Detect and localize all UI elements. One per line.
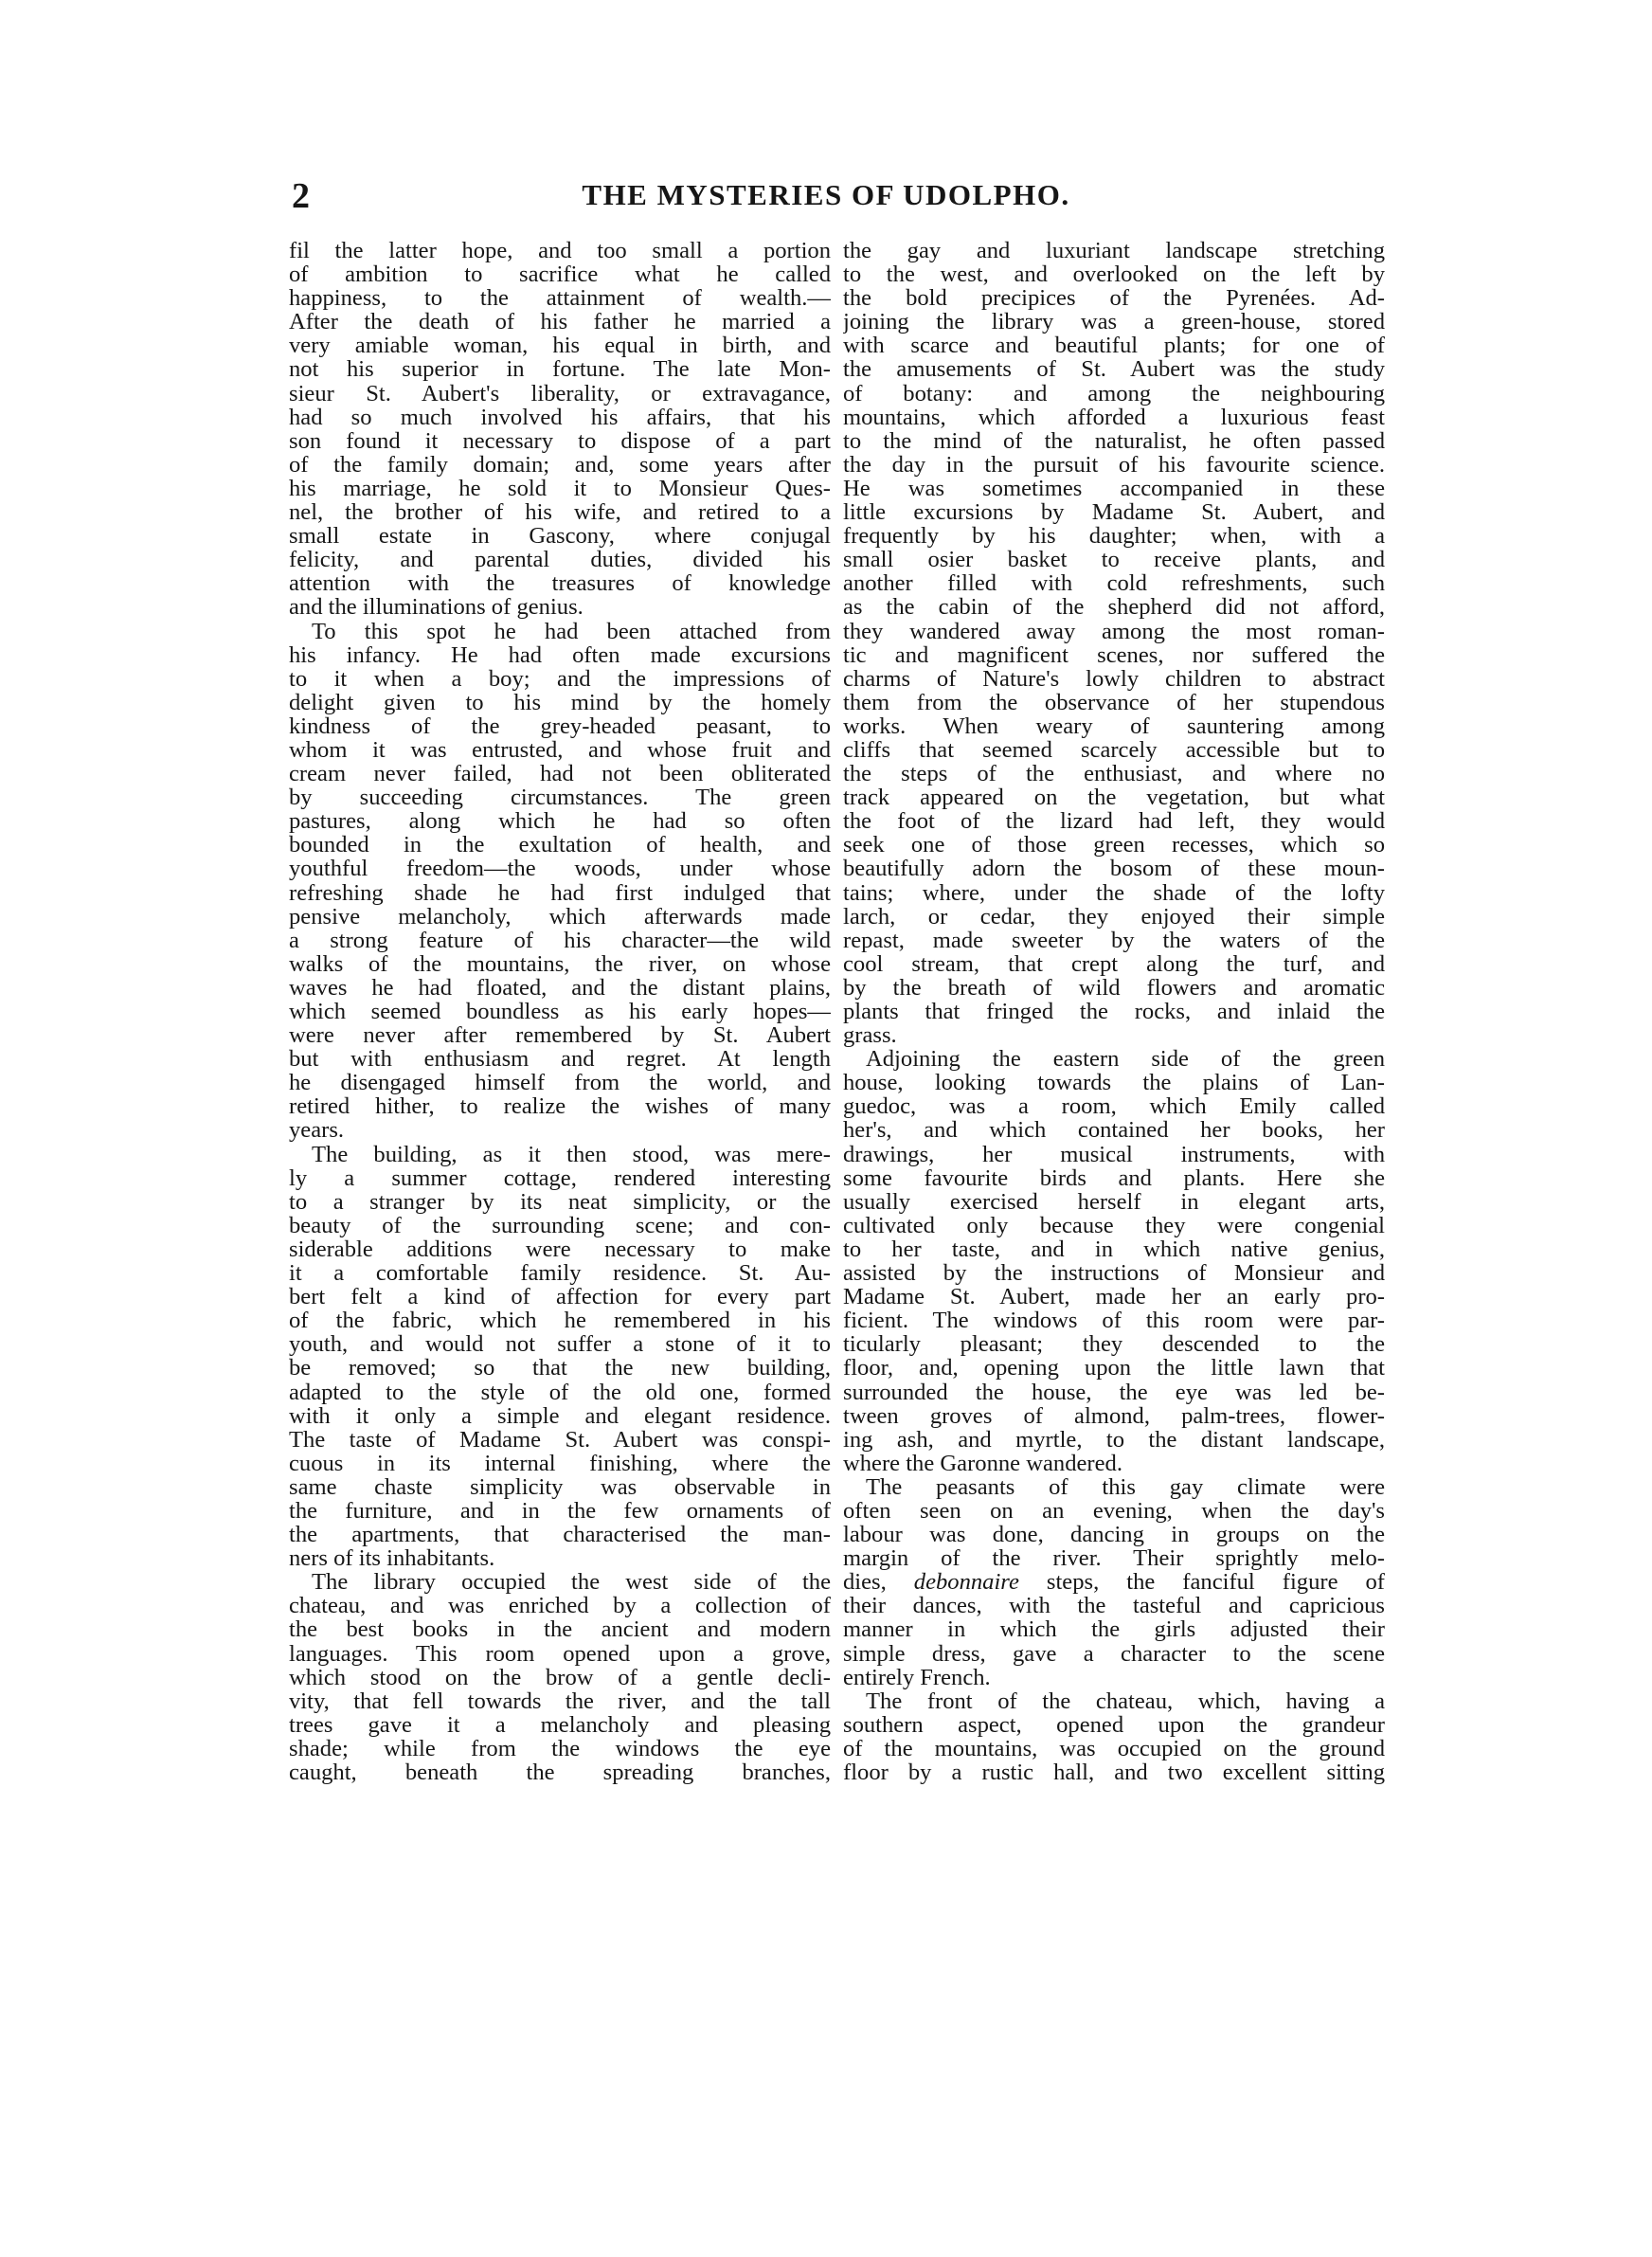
text-line: sieur St. Aubert's liberality, or extravagance, <box>289 381 831 406</box>
text-line: The peasants of this gay climate were <box>866 1474 1385 1499</box>
text-line: small estate in Gascony, where conjugal <box>289 524 831 549</box>
text-line: To this spot he had been attached from <box>312 619 831 643</box>
text-line: and the illuminations of genius. <box>289 595 584 620</box>
text-line: by the breath of wild flowers and aromatic <box>843 975 1385 1000</box>
text-line: charms of Nature's lowly children to abstract <box>843 666 1385 691</box>
text-line: some favourite birds and plants. Here she <box>843 1165 1385 1190</box>
text-line: repast, made sweeter by the waters of the <box>843 928 1385 952</box>
text-line: larch, or cedar, they enjoyed their simple <box>843 904 1385 929</box>
text-line: mountains, which afforded a luxurious feast <box>843 405 1385 429</box>
text-line: After the death of his father he married a <box>289 310 831 334</box>
text-line: years. <box>289 1118 345 1143</box>
text-line: surrounded the house, the eye was led be- <box>843 1380 1385 1404</box>
text-line: nel, the brother of his wife, and retired to a <box>289 500 831 525</box>
text-line: the bold precipices of the Pyrenées. Ad- <box>843 286 1385 311</box>
text-line: son found it necessary to dispose of a part <box>289 428 831 453</box>
text-line: another filled with cold refreshments, such <box>843 571 1385 596</box>
text-line: where the Garonne wandered. <box>843 1451 1122 1475</box>
text-line: happiness, to the attainment of wealth.— <box>289 286 831 311</box>
text-line: her's, and which contained her books, her <box>843 1118 1385 1143</box>
text-line: were never after remembered by St. Aubert <box>289 1023 831 1048</box>
text-line: tains; where, under the shade of the lofty <box>843 880 1385 905</box>
page-header <box>0 0 1652 246</box>
text-line: drawings, her musical instruments, with <box>843 1142 1385 1166</box>
text-line: their dances, with the tasteful and capricious <box>843 1594 1385 1618</box>
text-line: beautifully adorn the bosom of these moun- <box>843 857 1385 881</box>
text-line: vity, that fell towards the river, and the tall <box>289 1688 831 1713</box>
text-column-left <box>289 239 831 1784</box>
text-line: usually exercised herself in elegant arts, <box>843 1189 1385 1214</box>
text-line: often seen on an evening, when the day's <box>843 1498 1385 1524</box>
text-line: his infancy. He had often made excursions <box>289 642 831 667</box>
text-line: The building, as it then stood, was mere- <box>312 1142 831 1166</box>
text-line: with it only a simple and elegant residence. <box>289 1403 831 1428</box>
text-line: bert felt a kind of affection for every part <box>289 1285 831 1309</box>
text-line: kindness of the grey-headed peasant, to <box>289 713 831 738</box>
text-line: the gay and luxuriant landscape stretching <box>843 239 1385 263</box>
text-line: be removed; so that the new building, <box>289 1356 831 1381</box>
text-line: chateau, and was enriched by a collection of <box>289 1594 831 1618</box>
text-line: the foot of the lizard had left, they would <box>843 809 1385 834</box>
text-line: assisted by the instructions of Monsieur and <box>843 1261 1385 1286</box>
text-line: fil the latter hope, and too small a portion <box>289 239 831 263</box>
text-line: joining the library was a green-house, stored <box>843 310 1385 334</box>
text-line: tic and magnificent scenes, nor suffered the <box>843 642 1385 667</box>
text-line: ly a summer cottage, rendered interesting <box>289 1165 831 1190</box>
text-line: to a stranger by its neat simplicity, or the <box>289 1189 831 1214</box>
text-line: which seemed boundless as his early hopes— <box>289 1000 831 1024</box>
text-line: cream never failed, had not been obliterated <box>289 762 831 786</box>
text-line: floor, and, opening upon the little lawn that <box>843 1356 1385 1381</box>
text-line: with scarce and beautiful plants; for one of <box>843 334 1385 358</box>
text-line: pensive melancholy, which afterwards made <box>289 904 831 929</box>
text-line: them from the observance of her stupendous <box>843 690 1385 714</box>
text-line: entirely French. <box>843 1665 991 1689</box>
text-line: track appeared on the vegetation, but what <box>843 785 1385 810</box>
text-line: simple dress, gave a character to the scene <box>843 1641 1385 1666</box>
text-line: The front of the chateau, which, having a <box>866 1688 1385 1713</box>
text-line: refreshing shade he had first indulged that <box>289 880 831 905</box>
text-line: southern aspect, opened upon the grandeur <box>843 1712 1385 1737</box>
text-line: grass. <box>843 1023 897 1048</box>
text-line: of the mountains, was occupied on the ground <box>843 1736 1385 1760</box>
text-line: which stood on the brow of a gentle decli- <box>289 1665 831 1689</box>
text-column-right <box>843 239 1385 1784</box>
text-line: frequently by his daughter; when, with a <box>843 524 1385 549</box>
text-line: The taste of Madame St. Aubert was conspi- <box>289 1427 831 1452</box>
text-line: the best books in the ancient and modern <box>289 1617 831 1642</box>
text-line: youthful freedom—the woods, under whose <box>289 857 831 881</box>
text-line: not his superior in fortune. The late Mon- <box>289 357 831 382</box>
text-line: beauty of the surrounding scene; and con- <box>289 1213 831 1237</box>
text-line: bounded in the exultation of health, and <box>289 833 831 858</box>
text-line: delight given to his mind by the homely <box>289 690 831 714</box>
text-line: of ambition to sacrifice what he called <box>289 262 831 287</box>
text-line: retired hither, to realize the wishes of many <box>289 1094 831 1119</box>
text-line: walks of the mountains, the river, on whose <box>289 951 831 976</box>
text-line: the steps of the enthusiast, and where no <box>843 762 1385 786</box>
text-line: small osier basket to receive plants, and <box>843 548 1385 572</box>
text-line: to the mind of the naturalist, he often passed <box>843 428 1385 453</box>
text-line: guedoc, was a room, which Emily called <box>843 1094 1385 1119</box>
text-line: house, looking towards the plains of Lan- <box>843 1071 1385 1095</box>
text-line: manner in which the girls adjusted their <box>843 1617 1385 1642</box>
text-line: a strong feature of his character—the wild <box>289 928 831 952</box>
text-line: to it when a boy; and the impressions of <box>289 666 831 691</box>
text-line: trees gave it a melancholy and pleasing <box>289 1712 831 1737</box>
text-line: The library occupied the west side of the <box>312 1570 831 1595</box>
text-line: siderable additions were necessary to make <box>289 1237 831 1262</box>
text-line: shade; while from the windows the eye <box>289 1736 831 1760</box>
text-line: He was sometimes accompanied in these <box>843 476 1385 501</box>
text-line: ticularly pleasant; they descended to the <box>843 1332 1385 1357</box>
text-line: cuous in its internal finishing, where the <box>289 1451 831 1475</box>
text-line: works. When weary of sauntering among <box>843 713 1385 738</box>
text-line: to the west, and overlooked on the left by <box>843 262 1385 287</box>
text-line: Madame St. Aubert, made her an early pro- <box>843 1285 1385 1309</box>
text-line: the apartments, that characterised the man- <box>289 1523 831 1547</box>
text-line: the furniture, and in the few ornaments of <box>289 1498 831 1524</box>
text-line: they wandered away among the most roman- <box>843 619 1385 643</box>
running-title: THE MYSTERIES OF UDOLPHO. <box>582 178 1070 211</box>
text-line: ficient. The windows of this room were par- <box>843 1309 1385 1333</box>
text-line: very amiable woman, his equal in birth, and <box>289 334 831 358</box>
text-line: by succeeding circumstances. The green <box>289 785 831 810</box>
text-line: margin of the river. Their sprightly melo- <box>843 1546 1385 1571</box>
text-line: seek one of those green recesses, which so <box>843 833 1385 858</box>
text-line: cultivated only because they were congenial <box>843 1213 1385 1237</box>
text-line: of botany: and among the neighbouring <box>843 381 1385 406</box>
text-line: ners of its inhabitants. <box>289 1546 495 1571</box>
text-line: tween groves of almond, palm-trees, flower- <box>843 1403 1385 1428</box>
text-line: he disengaged himself from the world, and <box>289 1071 831 1095</box>
text-line: as the cabin of the shepherd did not afford, <box>843 595 1385 620</box>
page-number: 2 <box>292 176 310 216</box>
text-line: waves he had floated, and the distant plains, <box>289 975 831 1000</box>
text-line: dies, debonnaire steps, the fanciful figure of <box>843 1570 1385 1595</box>
text-line: little excursions by Madame St. Aubert, and <box>843 500 1385 525</box>
text-line: of the fabric, which he remembered in his <box>289 1309 831 1333</box>
text-line: languages. This room opened upon a grove, <box>289 1641 831 1666</box>
text-line: plants that fringed the rocks, and inlaid the <box>843 1000 1385 1024</box>
text-line: caught, beneath the spreading branches, <box>289 1760 831 1785</box>
text-line: ing ash, and myrtle, to the distant landscape, <box>843 1427 1385 1452</box>
text-line: attention with the treasures of knowledge <box>289 571 831 596</box>
text-line: the amusements of St. Aubert was the study <box>843 357 1385 382</box>
text-line: youth, and would not suffer a stone of it to <box>289 1332 831 1357</box>
text-line: pastures, along which he had so often <box>289 809 831 834</box>
text-line: had so much involved his affairs, that his <box>289 405 831 429</box>
text-line: felicity, and parental duties, divided his <box>289 548 831 572</box>
text-line: same chaste simplicity was observable in <box>289 1474 831 1499</box>
text-line: it a comfortable family residence. St. Au- <box>289 1261 831 1286</box>
text-line: of the family domain; and, some years after <box>289 452 831 477</box>
text-line: whom it was entrusted, and whose fruit and <box>289 737 831 763</box>
text-line: cool stream, that crept along the turf, and <box>843 951 1385 976</box>
text-line: his marriage, he sold it to Monsieur Ques- <box>289 476 831 501</box>
text-line: adapted to the style of the old one, formed <box>289 1380 831 1404</box>
text-line: Adjoining the eastern side of the green <box>866 1047 1385 1072</box>
text-line: cliffs that seemed scarcely accessible but to <box>843 737 1385 763</box>
text-line: to her taste, and in which native genius, <box>843 1237 1385 1262</box>
text-line: the day in the pursuit of his favourite science. <box>843 452 1385 477</box>
text-line: but with enthusiasm and regret. At length <box>289 1047 831 1072</box>
text-line: labour was done, dancing in groups on the <box>843 1523 1385 1547</box>
text-line: floor by a rustic hall, and two excellent sitting <box>843 1760 1385 1785</box>
